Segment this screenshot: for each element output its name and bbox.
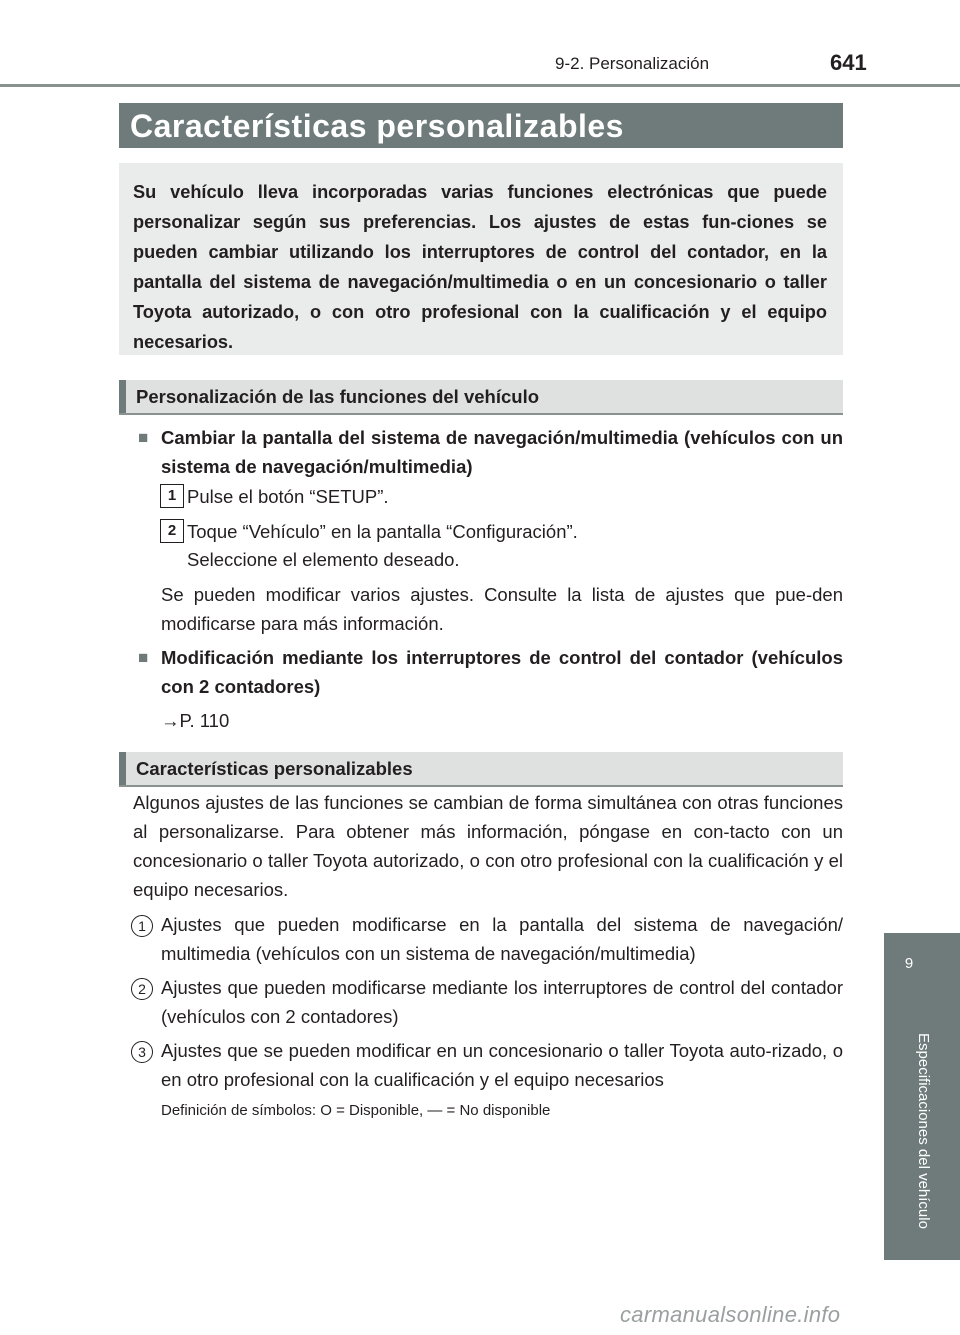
section-header-bar	[119, 752, 126, 785]
item-heading-meter-switches: Modificación mediante los interruptores de control del contador (vehículos con 2 contadores)	[161, 647, 843, 697]
intro-box	[119, 163, 843, 355]
list-number-3: 3	[131, 1041, 153, 1063]
page-number: 641	[830, 50, 867, 75]
symbols-definition: Definición de símbolos: O = Disponible, — = No disponible	[161, 1102, 551, 1119]
chapter-side-tab	[884, 933, 960, 1260]
step-text-2: Toque “Vehículo” en la pantalla “Configuración”.	[187, 521, 578, 542]
step-text-1: Pulse el botón “SETUP”.	[187, 486, 389, 507]
section-header-customization	[119, 380, 843, 415]
square-bullet-icon: ■	[138, 648, 149, 667]
list-item-2: Ajustes que pueden modificarse mediante los interruptores de control del contador (vehículos con 2 contadores)	[161, 977, 843, 1027]
header-rule	[0, 84, 960, 87]
step-number-1: 1	[160, 484, 184, 508]
title-banner	[119, 103, 843, 148]
list-number-2: 2	[131, 978, 153, 1000]
list-item-3: Ajustes que se pueden modificar en un concesionario o taller Toyota auto-rizado, o en otro profesional con la cualificación y el equipo necesarios	[161, 1040, 843, 1090]
list-item-1: Ajustes que pueden modificarse en la pantalla del sistema de navegación/ multimedia (vehículos con un sistema de navegación/multimedia)	[161, 914, 843, 964]
section-header-bar	[119, 380, 126, 413]
item-heading-display-change: Cambiar la pantalla del sistema de navegación/multimedia (vehículos con un sistema de navegación/multimedia)	[161, 427, 843, 477]
section-header-text: Personalización de las funciones del vehículo	[136, 386, 540, 407]
features-paragraph: Algunos ajustes de las funciones se cambian de forma simultánea con otras funciones al personalizarse. Para obtener más información, póngase en con-tacto con un concesionario o taller Toyota autorizado, o con otro profesional con la cualificación y el equipo necesarios.	[133, 792, 843, 900]
intro-text: Su vehículo lleva incorporadas varias funciones electrónicas que puede personalizar según sus preferencias. Los ajustes de estas fun-ciones se pueden cambiar utilizando los interruptores de control del contador, en la pantalla del sistema de navegación/multimedia o en un concesionario o taller Toyota autorizado, o con otro profesional con la cualificación y el equipo necesarios.	[133, 182, 827, 352]
list-number-1: 1	[131, 915, 153, 937]
item-note: Se pueden modificar varios ajustes. Consulte la lista de ajustes que pue-den modificarse para más información.	[161, 584, 843, 634]
step-number-2: 2	[160, 519, 184, 543]
page-title: Características personalizables	[130, 108, 624, 144]
section-header-features	[119, 752, 843, 787]
step-text-3: Seleccione el elemento deseado.	[187, 549, 460, 570]
square-bullet-icon: ■	[138, 428, 149, 447]
chapter-label: Especificaciones del vehículo	[915, 1033, 932, 1229]
running-header-section: 9-2. Personalización	[555, 54, 710, 73]
page-reference: →P. 110	[161, 710, 230, 731]
watermark: carmanualsonline.info	[620, 1302, 841, 1327]
section-header-text: Características personalizables	[136, 758, 413, 779]
chapter-number: 9	[904, 955, 914, 972]
